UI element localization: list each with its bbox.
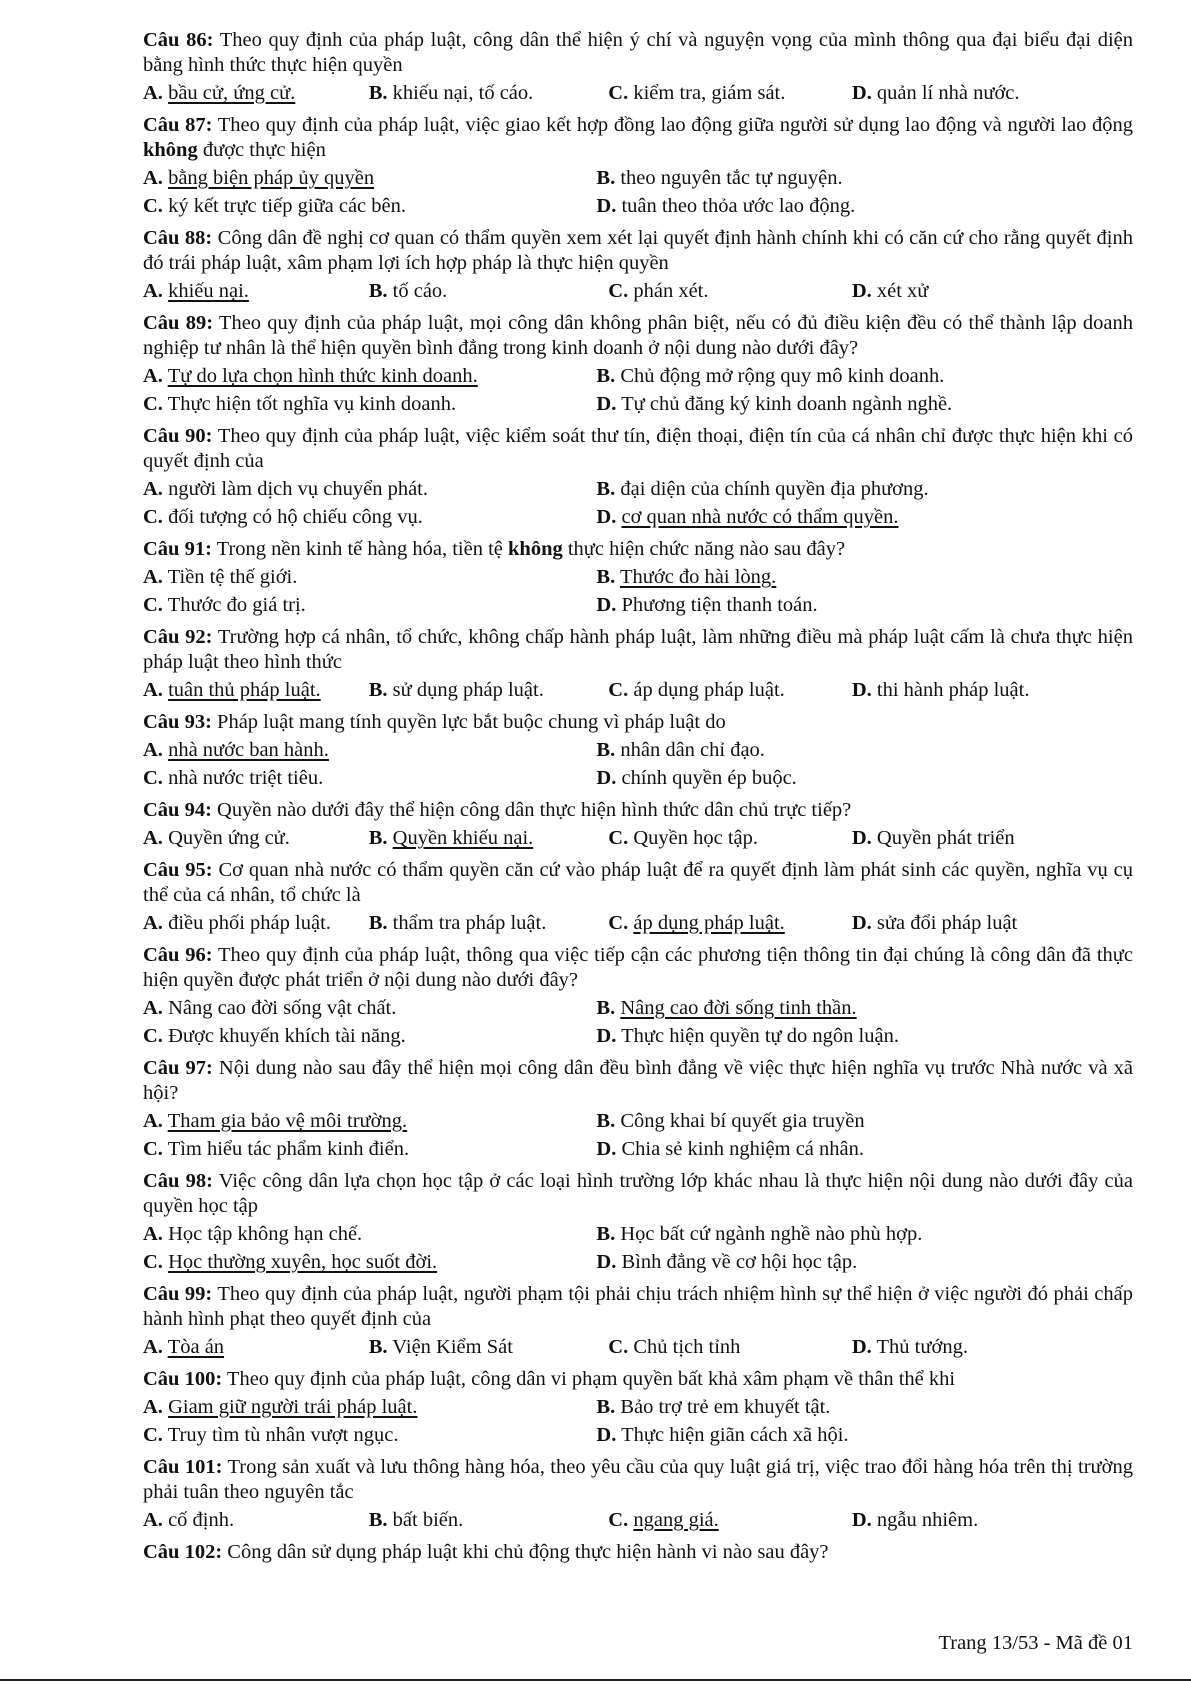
answer-option <box>608 824 852 852</box>
option-letter: C. <box>608 679 629 701</box>
option-text-underlined: Học thường xuyên, học suốt đời. <box>168 1251 438 1273</box>
option-letter: D. <box>851 82 872 104</box>
question-text: được thực hiện <box>197 139 326 161</box>
option-text: Học tập không hạn chế. <box>168 1223 363 1245</box>
question-stem <box>143 1540 1133 1565</box>
option-text: Thước đo giá trị. <box>167 594 306 616</box>
option-text: đại diện của chính quyền địa phương. <box>620 478 929 500</box>
option-letter: B. <box>368 1509 388 1531</box>
bottom-rule <box>0 1679 1191 1681</box>
question-stem <box>143 311 1133 361</box>
option-text: kiểm tra, giám sát. <box>633 82 786 104</box>
question-block <box>143 537 1133 619</box>
option-letter: A. <box>143 280 163 302</box>
option-letter: C. <box>143 594 163 616</box>
option-text: Truy tìm tù nhân vượt ngục. <box>167 1424 399 1446</box>
answer-option <box>143 277 369 305</box>
option-letter: C. <box>143 1138 163 1160</box>
question-text: Theo quy định của pháp luật, việc kiểm soát thư tín, điện thoại, điện tín của cá nhân chỉ được thực hiện khi có quyết định của <box>143 425 1133 472</box>
question-stem <box>143 1367 1133 1392</box>
option-letter: B. <box>368 82 388 104</box>
option-text: áp dụng pháp luật. <box>633 679 785 701</box>
option-letter: D. <box>596 1138 617 1160</box>
option-letter: A. <box>143 1396 163 1418</box>
answer-option <box>852 676 1090 704</box>
answer-options <box>143 1506 1133 1534</box>
option-letter: A. <box>143 1223 163 1245</box>
answer-option <box>596 994 1091 1022</box>
answer-options <box>143 1333 1133 1361</box>
answer-option <box>143 764 596 792</box>
option-text: sửa đổi pháp luật <box>876 912 1018 934</box>
option-text: xét xử <box>876 280 929 302</box>
question-number: Câu 102: <box>143 1541 223 1563</box>
answer-option <box>596 475 1091 503</box>
answer-option <box>596 764 1091 792</box>
answer-options <box>143 1393 1133 1449</box>
option-letter: B. <box>596 739 616 761</box>
answer-option <box>596 1135 1091 1163</box>
option-text: Bình đẳng về cơ hội học tập. <box>621 1251 858 1273</box>
answer-option <box>143 676 369 704</box>
option-text: khiếu nại, tố cáo. <box>392 82 534 104</box>
option-letter: C. <box>608 1336 629 1358</box>
option-letter: D. <box>596 393 617 415</box>
answer-option <box>143 994 596 1022</box>
question-stem <box>143 1056 1133 1106</box>
question-stem <box>143 943 1133 993</box>
option-text: chính quyền ép buộc. <box>621 767 797 789</box>
question-block <box>143 625 1133 704</box>
option-text: Tiền tệ thế giới. <box>167 566 298 588</box>
option-text-underlined: bầu cử, ứng cử. <box>168 82 296 104</box>
answer-option <box>596 591 1091 619</box>
answer-options <box>143 736 1133 792</box>
question-stem <box>143 424 1133 474</box>
page-footer: Trang 13/53 - Mã đề 01 <box>938 1632 1133 1654</box>
answer-option <box>852 277 1090 305</box>
answer-option <box>369 909 609 937</box>
option-text: thi hành pháp luật. <box>876 679 1030 701</box>
option-letter: D. <box>596 1025 617 1047</box>
option-letter: D. <box>851 912 872 934</box>
answer-option <box>143 591 596 619</box>
option-letter: D. <box>596 767 617 789</box>
answer-option <box>369 277 609 305</box>
question-number: Câu 93: <box>143 711 212 733</box>
option-letter: A. <box>143 1336 163 1358</box>
answer-option <box>608 1333 852 1361</box>
answer-options <box>143 676 1133 704</box>
option-text: Thực hiện tốt nghĩa vụ kinh doanh. <box>167 393 457 415</box>
option-text: Viện Kiểm Sát <box>392 1336 513 1358</box>
option-letter: C. <box>143 767 163 789</box>
question-block <box>143 113 1139 220</box>
question-text: Theo quy định của pháp luật, công dân thể hiện ý chí và nguyện vọng của mình thông qua đại biểu đại diện bằng hình thức thực hiện quyền <box>143 29 1133 76</box>
question-stem <box>143 1169 1133 1219</box>
question-text: Theo quy định của pháp luật, việc giao kết hợp đồng lao động giữa người sử dụng lao động và người lao động <box>212 114 1139 136</box>
question-stem <box>143 798 1133 823</box>
question-text: Trường hợp cá nhân, tổ chức, không chấp hành pháp luật, làm những điều mà pháp luật cấm là chưa thực hiện pháp luật theo hình thức <box>143 626 1133 673</box>
option-text: Quyền ứng cử. <box>168 827 290 849</box>
option-text: Bảo trợ trẻ em khuyết tật. <box>620 1396 831 1418</box>
question-block <box>143 226 1133 305</box>
option-letter: B. <box>596 1110 616 1132</box>
answer-options <box>143 1220 1133 1276</box>
question-stem <box>143 28 1133 78</box>
answer-option <box>143 164 596 192</box>
question-block <box>143 1455 1133 1534</box>
answer-option <box>608 676 852 704</box>
answer-option <box>143 1506 369 1534</box>
answer-option <box>143 362 596 390</box>
option-letter: A. <box>143 1110 163 1132</box>
option-text: quản lí nhà nước. <box>876 82 1020 104</box>
option-letter: D. <box>851 280 872 302</box>
option-text: Thủ tướng. <box>876 1336 968 1358</box>
answer-options <box>143 824 1133 852</box>
question-text: Theo quy định của pháp luật, mọi công dân không phân biệt, nếu có đủ điều kiện đều có thể thành lập doanh nghiệp tư nhân là thể hiện quyền bình đẳng trong kinh doanh ở nội dung nào dưới đây? <box>143 312 1133 359</box>
question-text: Cơ quan nhà nước có thẩm quyền căn cứ vào pháp luật để ra quyết định làm phát sinh các quyền, nghĩa vụ cụ thể của cá nhân, tổ chức là <box>143 859 1133 906</box>
answer-option <box>608 277 852 305</box>
answer-option <box>369 1506 609 1534</box>
answer-option <box>596 1022 1091 1050</box>
question-number: Câu 101: <box>143 1456 223 1478</box>
option-letter: B. <box>596 365 616 387</box>
option-letter: A. <box>143 997 163 1019</box>
option-letter: A. <box>143 478 163 500</box>
answer-option <box>143 1135 596 1163</box>
answer-options <box>143 79 1133 107</box>
question-text: Công dân sử dụng pháp luật khi chủ động thực hiện hành vi nào sau đây? <box>222 1541 829 1563</box>
question-number: Câu 97: <box>143 1057 213 1079</box>
question-stem <box>143 1282 1133 1332</box>
exam-page <box>143 28 1139 1571</box>
answer-options <box>143 475 1133 531</box>
answer-option <box>852 824 1090 852</box>
question-number: Câu 88: <box>143 227 213 249</box>
option-letter: C. <box>608 82 629 104</box>
answer-option <box>596 192 1091 220</box>
question-text: Quyền nào dưới đây thể hiện công dân thực hiện hình thức dân chủ trực tiếp? <box>211 799 852 821</box>
question-number: Câu 98: <box>143 1170 213 1192</box>
option-text: Phương tiện thanh toán. <box>621 594 818 616</box>
question-number: Câu 99: <box>143 1283 213 1305</box>
question-block <box>143 1540 1133 1565</box>
option-letter: D. <box>851 827 872 849</box>
question-keyword: không <box>508 538 563 560</box>
question-block <box>143 28 1133 107</box>
option-text-underlined: Tòa án <box>167 1336 225 1358</box>
option-letter: C. <box>143 1424 163 1446</box>
option-text-underlined: tuân thủ pháp luật. <box>168 679 321 701</box>
option-letter: D. <box>851 1336 872 1358</box>
option-text-underlined: cơ quan nhà nước có thẩm quyền. <box>621 506 899 528</box>
option-text: thẩm tra pháp luật. <box>392 912 547 934</box>
answer-option <box>143 824 369 852</box>
option-text: ngẫu nhiêm. <box>876 1509 979 1531</box>
option-letter: B. <box>368 1336 388 1358</box>
answer-option <box>143 1421 596 1449</box>
answer-option <box>596 1421 1091 1449</box>
answer-options <box>143 1107 1133 1163</box>
answer-option <box>369 1333 609 1361</box>
option-text: Chủ tịch tỉnh <box>633 1336 741 1358</box>
question-text: Trong nền kinh tế hàng hóa, tiền tệ <box>211 538 509 560</box>
option-letter: A. <box>143 679 163 701</box>
question-stem <box>143 1455 1133 1505</box>
option-letter: C. <box>143 393 163 415</box>
answer-option <box>596 362 1091 390</box>
answer-option <box>143 736 596 764</box>
answer-option <box>143 563 596 591</box>
option-text-underlined: nhà nước ban hành. <box>168 739 329 761</box>
answer-option <box>143 1248 596 1276</box>
question-number: Câu 86: <box>143 29 214 51</box>
question-stem <box>143 625 1133 675</box>
answer-option <box>143 79 369 107</box>
question-block <box>143 1367 1133 1449</box>
question-number: Câu 92: <box>143 626 213 648</box>
answer-option <box>608 909 852 937</box>
question-number: Câu 89: <box>143 312 214 334</box>
question-number: Câu 100: <box>143 1368 223 1390</box>
answer-option <box>369 824 609 852</box>
option-letter: C. <box>608 827 629 849</box>
option-text: nhà nước triệt tiêu. <box>168 767 324 789</box>
answer-option <box>143 390 596 418</box>
option-letter: B. <box>368 912 388 934</box>
question-text: Việc công dân lựa chọn học tập ở các loại hình trường lớp khác nhau là thực hiện nội dung nào dưới đây của quyền học tập <box>143 1170 1133 1217</box>
question-number: Câu 91: <box>143 538 212 560</box>
option-letter: D. <box>596 1424 617 1446</box>
option-text-underlined: Tham gia bảo vệ môi trường. <box>167 1110 408 1132</box>
option-letter: B. <box>596 167 616 189</box>
option-text: theo nguyên tắc tự nguyện. <box>620 167 843 189</box>
option-text-underlined: ngang giá. <box>633 1509 719 1531</box>
option-text-underlined: bằng biện pháp ủy quyền <box>168 167 375 189</box>
question-block <box>143 1056 1133 1163</box>
option-letter: D. <box>851 679 872 701</box>
option-text-underlined: Thước đo hài lòng. <box>619 566 777 588</box>
question-block <box>143 943 1133 1050</box>
option-letter: B. <box>368 827 388 849</box>
question-number: Câu 90: <box>143 425 213 447</box>
answer-option <box>596 164 1091 192</box>
question-text: thực hiện chức năng nào sau đây? <box>562 538 846 560</box>
option-text: đối tượng có hộ chiếu công vụ. <box>168 506 423 528</box>
option-text-underlined: áp dụng pháp luật. <box>633 912 785 934</box>
question-stem <box>143 858 1133 908</box>
option-letter: B. <box>596 1223 616 1245</box>
option-letter: B. <box>596 1396 616 1418</box>
answer-option <box>143 1022 596 1050</box>
answer-option <box>143 1393 596 1421</box>
option-text-underlined: Quyền khiếu nại. <box>392 827 534 849</box>
question-block <box>143 424 1133 531</box>
answer-option <box>143 1107 596 1135</box>
answer-option <box>608 1506 852 1534</box>
question-block <box>143 858 1133 937</box>
option-letter: A. <box>143 365 163 387</box>
answer-option <box>596 503 1091 531</box>
question-text: Pháp luật mang tính quyền lực bắt buộc chung vì pháp luật do <box>211 711 726 733</box>
answer-option <box>143 909 369 937</box>
option-text: Tìm hiểu tác phẩm kinh điển. <box>167 1138 410 1160</box>
option-letter: B. <box>596 478 616 500</box>
option-text: điều phối pháp luật. <box>168 912 331 934</box>
answer-option <box>596 1248 1091 1276</box>
option-letter: C. <box>608 912 629 934</box>
answer-option <box>596 1220 1091 1248</box>
question-stem <box>143 226 1133 276</box>
option-letter: A. <box>143 82 163 104</box>
answer-option <box>143 1220 596 1248</box>
question-text: Trong sản xuất và lưu thông hàng hóa, theo yêu cầu của quy luật giá trị, việc trao đổi hàng hóa trên thị trường phải tuân theo nguyên tắc <box>143 1456 1133 1503</box>
question-number: Câu 87: <box>143 114 213 136</box>
option-letter: A. <box>143 739 163 761</box>
option-text: sử dụng pháp luật. <box>392 679 544 701</box>
question-text: Nội dung nào sau đây thể hiện mọi công dân đều bình đẳng về việc thực hiện nghĩa vụ trước Nhà nước và xã hội? <box>143 1057 1133 1104</box>
answer-option <box>852 909 1090 937</box>
option-letter: B. <box>368 280 388 302</box>
question-number: Câu 95: <box>143 859 213 881</box>
question-text: Theo quy định của pháp luật, người phạm tội phải chịu trách nhiệm hình sự thể hiện ở việc người đó phải chấp hành hình phạt theo quyết định của <box>143 1283 1133 1330</box>
option-letter: C. <box>143 1251 163 1273</box>
option-letter: D. <box>596 195 617 217</box>
option-text: Quyền học tập. <box>633 827 759 849</box>
answer-option <box>596 390 1091 418</box>
question-stem <box>143 113 1139 163</box>
option-text: nhân dân chỉ đạo. <box>620 739 765 761</box>
option-letter: C. <box>143 195 163 217</box>
option-letter: D. <box>596 594 617 616</box>
answer-option <box>608 79 852 107</box>
option-text-underlined: Nâng cao đời sống tinh thần. <box>620 997 857 1019</box>
question-number: Câu 94: <box>143 799 212 821</box>
answer-option <box>143 1333 369 1361</box>
option-letter: A. <box>143 912 163 934</box>
option-text: Chia sẻ kinh nghiệm cá nhân. <box>621 1138 864 1160</box>
option-text: tố cáo. <box>392 280 448 302</box>
answer-options <box>143 563 1133 619</box>
question-block <box>143 1282 1133 1361</box>
answer-option <box>596 563 1091 591</box>
question-block <box>143 798 1133 852</box>
answer-options <box>143 277 1133 305</box>
question-block <box>143 710 1133 792</box>
answer-option <box>596 736 1091 764</box>
option-letter: A. <box>143 1509 163 1531</box>
question-text: Theo quy định của pháp luật, công dân vi phạm quyền bất khả xâm phạm về thân thể khi <box>222 1368 956 1390</box>
question-stem <box>143 710 1133 735</box>
option-letter: C. <box>143 506 163 528</box>
option-text: Thực hiện quyền tự do ngôn luận. <box>621 1025 899 1047</box>
answer-options <box>143 164 1133 220</box>
answer-options <box>143 362 1133 418</box>
option-letter: A. <box>143 566 163 588</box>
answer-option <box>852 1506 1090 1534</box>
option-text: Công khai bí quyết gia truyền <box>620 1110 865 1132</box>
question-number: Câu 96: <box>143 944 213 966</box>
question-keyword: không <box>143 139 198 161</box>
option-text: Quyền phát triển <box>876 827 1015 849</box>
option-text: Nâng cao đời sống vật chất. <box>168 997 397 1019</box>
answer-option <box>596 1393 1091 1421</box>
option-text: Học bất cứ ngành nghề nào phù hợp. <box>620 1223 923 1245</box>
question-text: Công dân đề nghị cơ quan có thẩm quyền xem xét lại quyết định hành chính khi có căn cứ cho rằng quyết định đó trái pháp luật, xâm phạm lợi ích hợp pháp là thực hiện quyền <box>143 227 1133 274</box>
answer-options <box>143 994 1133 1050</box>
option-letter: B. <box>596 997 616 1019</box>
option-letter: A. <box>143 167 163 189</box>
answer-option <box>143 192 596 220</box>
question-text: Theo quy định của pháp luật, thông qua việc tiếp cận các phương tiện thông tin đại chúng là công dân đã thực hiện quyền được phát triển ở nội dung nào dưới đây? <box>143 944 1133 991</box>
option-letter: A. <box>143 827 163 849</box>
question-block <box>143 1169 1133 1276</box>
option-letter: D. <box>596 506 617 528</box>
answer-option <box>143 503 596 531</box>
answer-option <box>369 676 609 704</box>
option-text: phán xét. <box>633 280 709 302</box>
answer-option <box>852 1333 1090 1361</box>
option-letter: D. <box>596 1251 617 1273</box>
option-text: người làm dịch vụ chuyển phát. <box>168 478 428 500</box>
answer-option <box>369 79 609 107</box>
option-text: bất biến. <box>392 1509 464 1531</box>
option-letter: C. <box>143 1025 163 1047</box>
option-text: Thực hiện giãn cách xã hội. <box>621 1424 849 1446</box>
option-letter: D. <box>851 1509 872 1531</box>
option-letter: C. <box>608 280 629 302</box>
option-text: cố định. <box>168 1509 235 1531</box>
option-letter: B. <box>368 679 388 701</box>
option-text-underlined: khiếu nại. <box>168 280 249 302</box>
answer-option <box>852 79 1090 107</box>
option-text: Chủ động mở rộng quy mô kinh doanh. <box>620 365 945 387</box>
option-text-underlined: Tự do lựa chọn hình thức kinh doanh. <box>167 365 478 387</box>
answer-option <box>596 1107 1091 1135</box>
option-text: ký kết trực tiếp giữa các bên. <box>168 195 407 217</box>
option-letter: C. <box>608 1509 629 1531</box>
option-text: Tự chủ đăng ký kinh doanh ngành nghề. <box>621 393 953 415</box>
answer-option <box>143 475 596 503</box>
answer-options <box>143 909 1133 937</box>
question-stem <box>143 537 1133 562</box>
question-block <box>143 311 1133 418</box>
option-letter: B. <box>596 566 616 588</box>
option-text: tuân theo thỏa ước lao động. <box>621 195 856 217</box>
option-text: Được khuyến khích tài năng. <box>168 1025 406 1047</box>
option-text-underlined: Giam giữ người trái pháp luật. <box>168 1396 418 1418</box>
